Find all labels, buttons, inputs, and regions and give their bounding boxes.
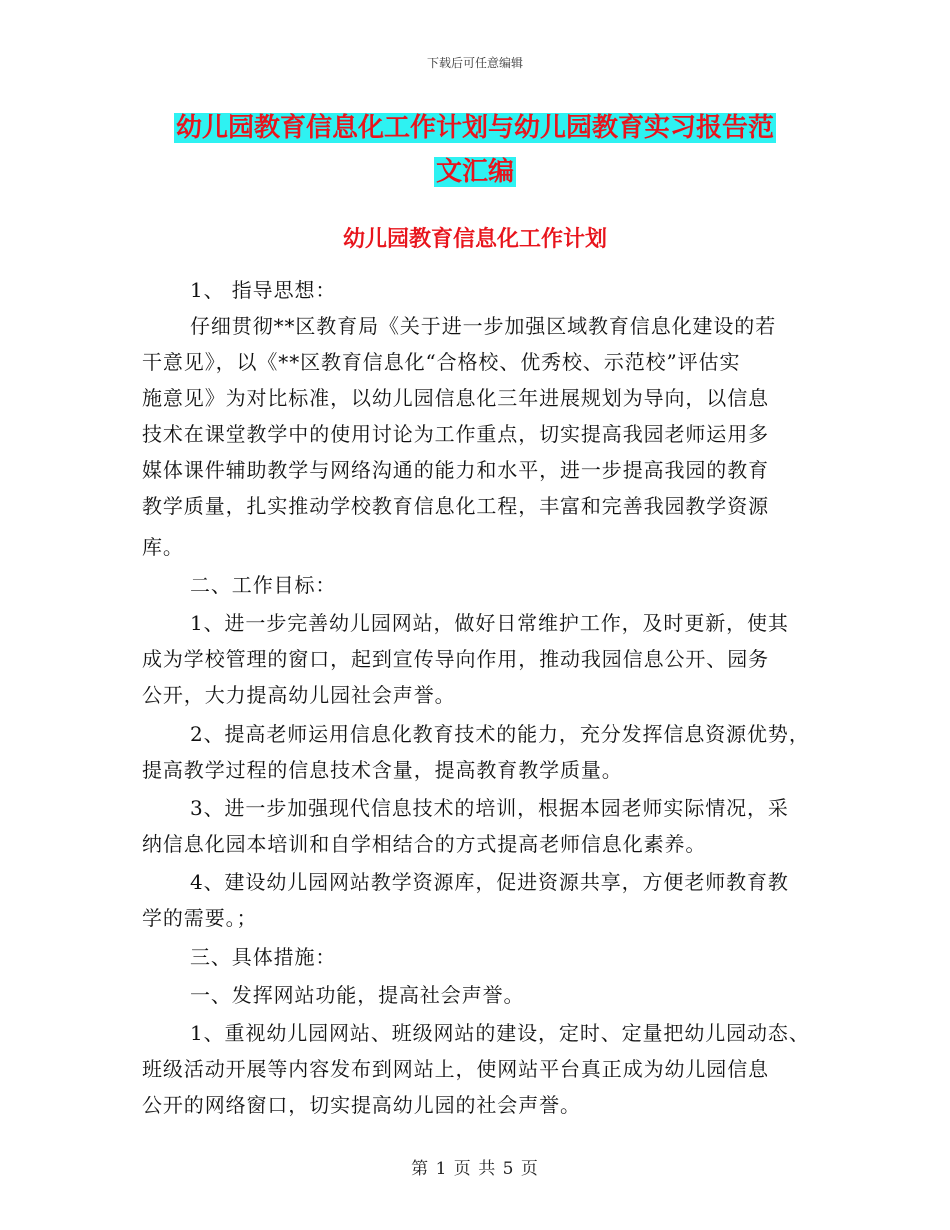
body-line: 3、进一步加强现代信息技术的培训，根据本园老师实际情况，采 [190, 796, 789, 820]
body-line: 公开的网络窗口，切实提高幼儿园的社会声誉。 [142, 1093, 581, 1117]
body-line: 三、具体措施： [190, 945, 337, 969]
body-line: 媒体课件辅助教学与网络沟通的能力和水平，进一步提高我园的教育 [142, 458, 769, 482]
header-note: 下载后可任意编辑 [426, 56, 523, 70]
document-title-line-1 [0, 108, 950, 148]
body-line: 仔细贯彻**区教育局《关于进一步加强区域教育信息化建设的若 [190, 314, 777, 338]
body-line: 1、进一步完善幼儿园网站，做好日常维护工作，及时更新，使其 [190, 611, 789, 635]
body-line: 库。 [142, 535, 184, 559]
title-highlight-2: 文汇编 [435, 157, 514, 187]
body-line: 提高教学过程的信息技术含量，提高教育教学质量。 [142, 758, 623, 782]
body-line: 成为学校管理的窗口，起到宣传导向作用，推动我园信息公开、园务 [142, 647, 769, 671]
body-line: 班级活动开展等内容发布到网站上，使网站平台真正成为幼儿园信息 [142, 1057, 769, 1081]
body-line: 公开，大力提高幼儿园社会声誉。 [142, 683, 456, 707]
title-highlight-1: 幼儿园教育信息化工作计划与幼儿园教育实习报告范 [175, 113, 774, 143]
body-line: 干意见》，以《**区教育信息化“合格校、优秀校、示范校”评估实 [142, 350, 741, 374]
body-line: 2、提高老师运用信息化教育技术的能力，充分发挥信息资源优势， [190, 722, 810, 746]
body-line: 学的需要。； [142, 906, 258, 930]
body-line: 一、发挥网站功能，提高社会声誉。 [190, 983, 525, 1007]
body-line: 教学质量，扎实推动学校教育信息化工程，丰富和完善我园教学资源 [142, 494, 769, 518]
body-line: 施意见》为对比标准，以幼儿园信息化三年进展规划为导向，以信息 [142, 386, 769, 410]
body-line: 纳信息化园本培训和自学相结合的方式提高老师信息化素养。 [142, 832, 707, 856]
body-line: 技术在课堂教学中的使用讨论为工作重点，切实提高我园老师运用多 [142, 422, 769, 446]
document-title-line-2 [0, 152, 950, 192]
body-line: 1、 指导思想： [190, 278, 337, 302]
page-number: 第 1 页 共 5 页 [411, 1159, 539, 1179]
body-line: 1、重视幼儿园网站、班级网站的建设，定时、定量把幼儿园动态、 [190, 1021, 810, 1045]
section-title: 幼儿园教育信息化工作计划 [342, 227, 607, 252]
body-line: 二、工作目标： [190, 573, 337, 597]
body-line: 4、建设幼儿园网站教学资源库，促进资源共享，方便老师教育教 [190, 870, 789, 894]
